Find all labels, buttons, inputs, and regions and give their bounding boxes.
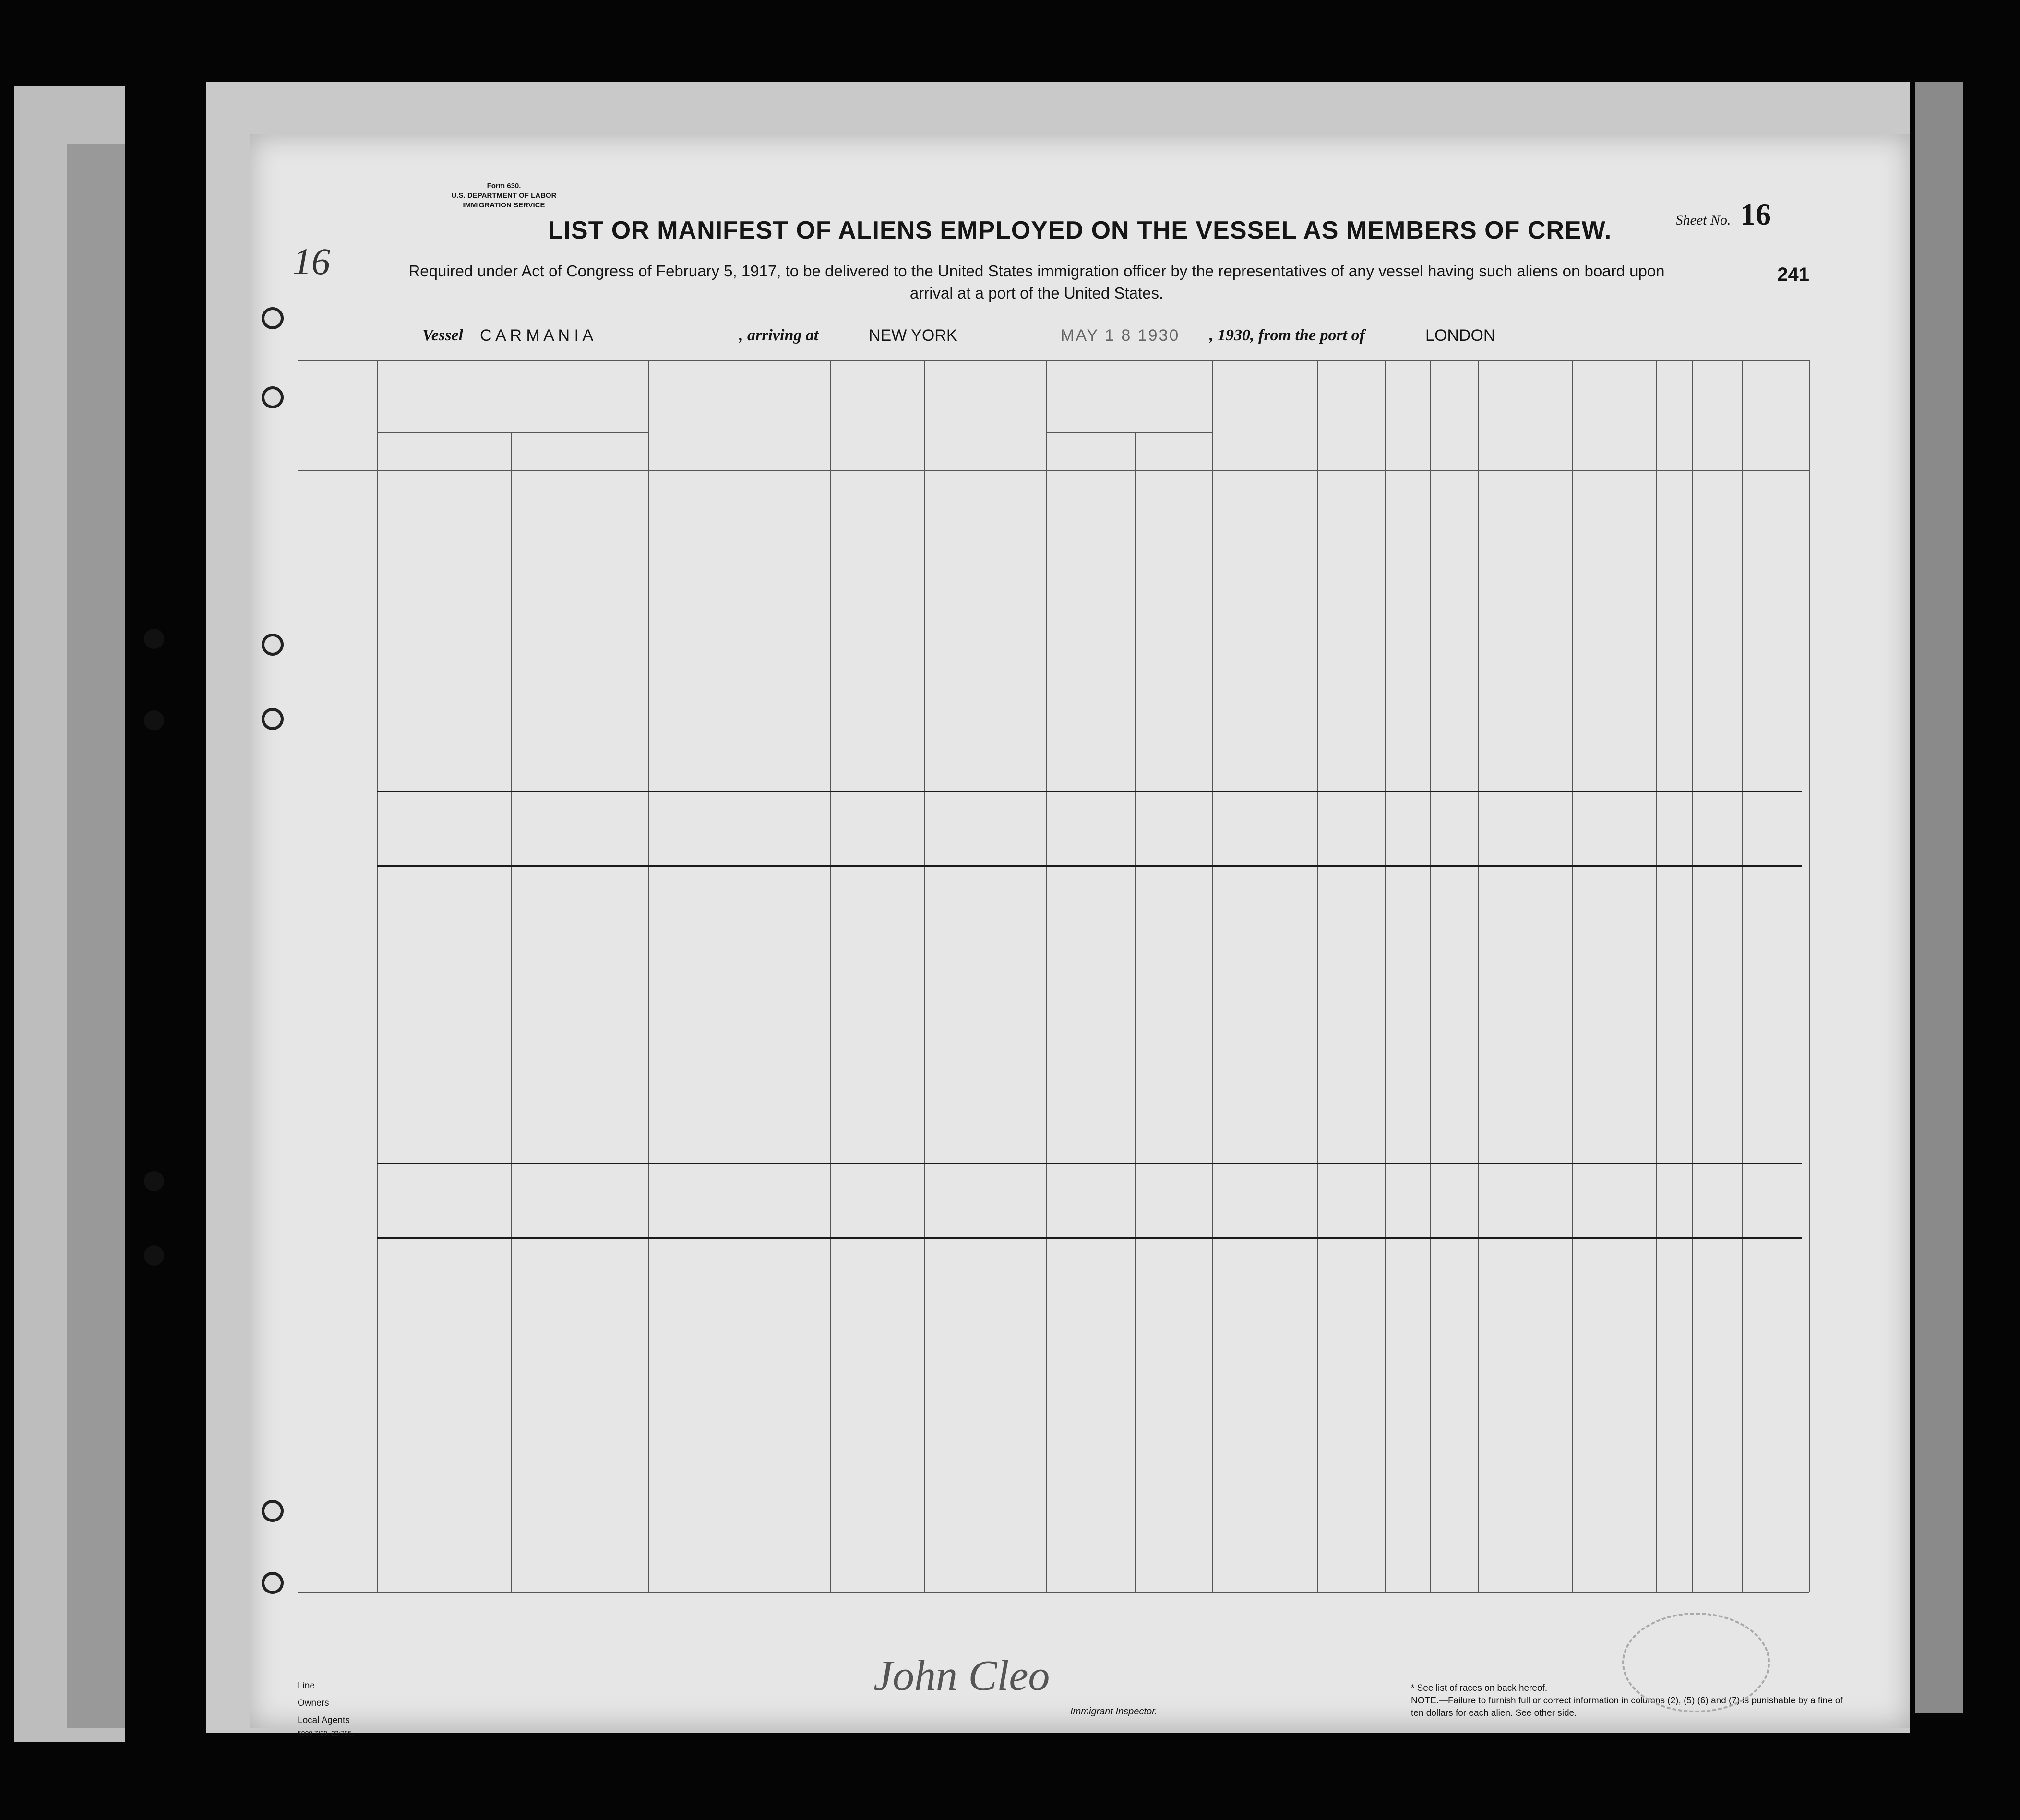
binder-ring-5 [262, 1500, 284, 1522]
local-agents-label: Local Agents [298, 1715, 350, 1725]
form-header [432, 181, 576, 210]
column-rule [1135, 432, 1136, 1592]
back-sheet-left-2 [67, 144, 125, 1728]
back-sheet-right [1915, 82, 1963, 1713]
column-rule [1656, 360, 1657, 1592]
column-rule [1742, 360, 1743, 1592]
column-rule [1572, 360, 1573, 1592]
department: U.S. DEPARTMENT OF LABOR [451, 192, 557, 200]
date-stamp: MAY 1 8 1930 [1061, 326, 1180, 345]
form-number: Form 630. [487, 182, 521, 190]
page-title: LIST OR MANIFEST OF ALIENS EMPLOYED ON THE VESSEL AS MEMBERS OF CREW. [548, 216, 1612, 244]
margin-note: 16 [293, 240, 330, 282]
column-rule [511, 432, 512, 1592]
binder-hole-1 [144, 629, 164, 649]
line-label: Line [298, 1681, 315, 1691]
sheet-number-value: 16 [1740, 197, 1771, 231]
column-rule [1385, 360, 1386, 1592]
binder-hole-3 [144, 1171, 164, 1191]
column-rule [1212, 360, 1213, 1592]
office-seal [1622, 1613, 1770, 1712]
footnote-penalty: NOTE.—Failure to furnish full or correct information in columns (2), (5) (6) and (7) is punishable by a fine of ten dollars for each alien. See other side. [1411, 1696, 1843, 1718]
binder-ring-3 [262, 634, 284, 656]
strikethrough-line [377, 865, 1802, 867]
inspector-label: Immigrant Inspector. [1070, 1706, 1158, 1717]
binder-ring-2 [262, 386, 284, 408]
binder-hole-4 [144, 1245, 164, 1266]
page-reference: 241 [1777, 264, 1809, 285]
service: IMMIGRATION SERVICE [463, 201, 545, 209]
table-bottom-rule [298, 1592, 1809, 1593]
footnote-races: * See list of races on back hereof. [1411, 1683, 1548, 1693]
table-header-rule [298, 470, 1809, 471]
strikethrough-line [377, 1163, 1802, 1164]
crew-table [250, 360, 1910, 1728]
sheet-label: Sheet No. [1675, 212, 1731, 228]
binder-ring-6 [262, 1572, 284, 1594]
strikethrough-line [377, 1237, 1802, 1239]
column-rule [1046, 360, 1047, 1592]
manifest-sheet [250, 134, 1910, 1737]
year-label: , 1930, from the port of [1209, 326, 1365, 344]
column-rule [830, 360, 831, 1592]
from-port: LONDON [1425, 326, 1495, 345]
footer-fields [298, 1677, 354, 1737]
column-rule [1430, 360, 1431, 1592]
column-rule [1478, 360, 1479, 1592]
owners-label: Owners [298, 1698, 329, 1708]
binder-ring-1 [262, 307, 284, 329]
vessel-line [250, 326, 1910, 350]
arriving-label: , arriving at [739, 326, 819, 344]
table-top-rule [298, 360, 1809, 361]
form-code: 5909 7/29. 22/785. [298, 1729, 354, 1737]
column-rule [1692, 360, 1693, 1592]
column-rule [1317, 360, 1318, 1592]
column-rule [377, 360, 378, 1592]
inspector-signature: John Cleo [873, 1652, 1050, 1700]
vessel-name: C A R M A N I A [480, 326, 594, 345]
page-subtitle: Required under Act of Congress of February 5, 1917, to be delivered to the United States immigration officer by the representatives of any vessel having such aliens on board upon arrival at a port of the United States. [408, 262, 1665, 302]
column-rule [648, 360, 649, 1592]
binder-hole-2 [144, 710, 164, 730]
arriving-port: NEW YORK [869, 326, 957, 345]
name-subheader-rule [377, 432, 648, 433]
footnotes [1411, 1682, 1843, 1720]
shipped-subheader-rule [1046, 432, 1212, 433]
column-rule [924, 360, 925, 1592]
strikethrough-line [377, 791, 1802, 792]
vessel-label: Vessel [422, 326, 463, 344]
column-rule [1809, 360, 1810, 1592]
binder-ring-4 [262, 708, 284, 730]
